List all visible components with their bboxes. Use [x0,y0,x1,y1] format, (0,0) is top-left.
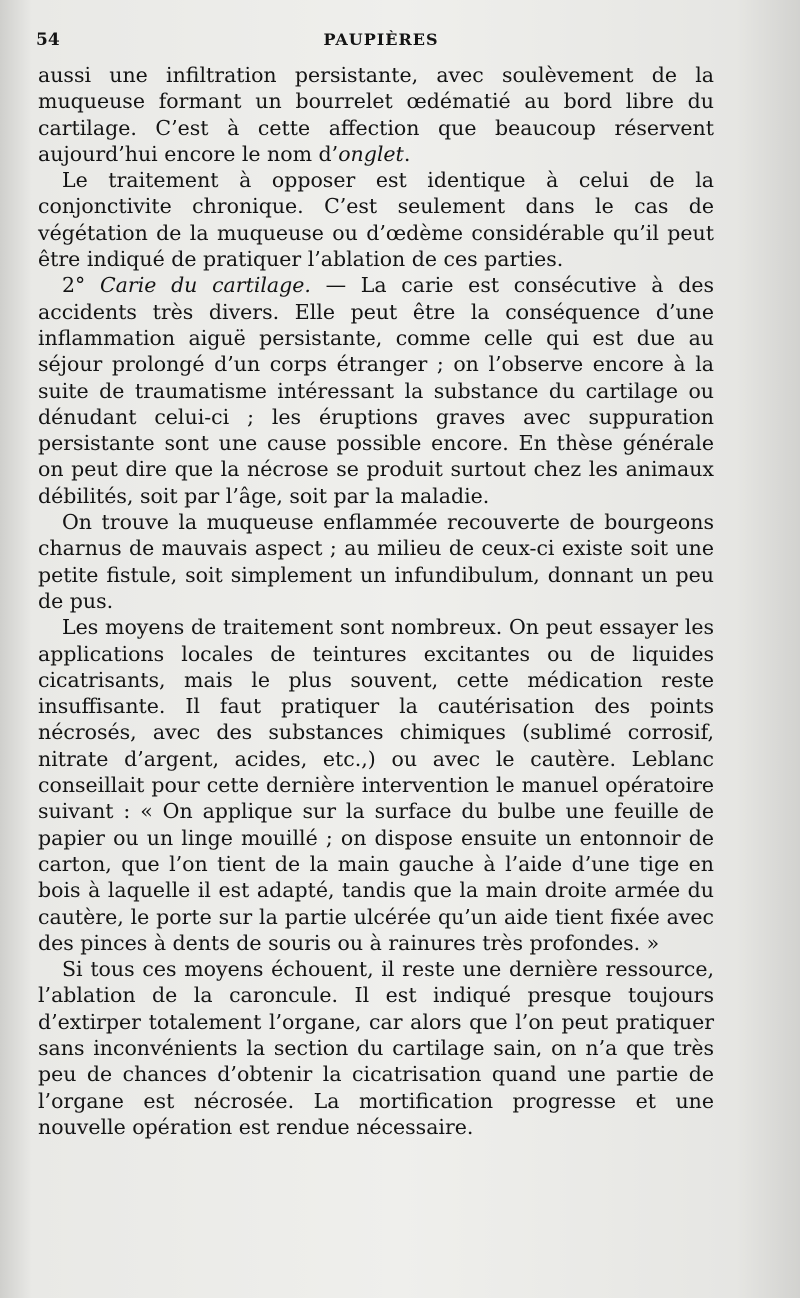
paragraph-text: On trouve la muqueuse enflammée recouverte de bourgeons charnus de mauvais aspect ; au milieu de ceux-ci existe soit une petite fistule, soit simplement un infundibulum, donnant un peu de pus. [38,510,714,613]
paragraph-text: — La carie est consécutive à des accidents très divers. Elle peut être la conséquence d’une inflammation aiguë persistante, comme celle qui est due au séjour prolongé d’un corps étranger ; on l’observe encore à la suite de traumatisme intéressant la substance du cartilage ou dénudant celui-ci ; les éruptions graves avec suppuration persistante sont une cause possible encore. En thèse générale on peut dire que la nécrose se produit surtout chez les animaux débilités, soit par l’âge, soit par la maladie. [38,273,714,508]
paragraph-text: Les moyens de traitement sont nombreux. On peut essayer les applications locales de teintures excitantes ou de liquides cicatrisants, mais le plus souvent, cette médication reste insuffisante. Il faut pratiquer la cautérisation des points nécrosés, avec des substances chimiques (sublimé corrosif, nitrate d’argent, acides, etc.,) ou avec le cautère. Leblanc conseillait pour cette dernière intervention le manuel opératoire suivant : « On applique sur la surface du bulbe une feuille de papier ou un linge mouillé ; on dispose ensuite un entonnoir de carton, que l’on tient de la main gauche à l’aide d’une tige en bois à laquelle il est adapté, tandis que la main droite armée du cautère, le porte sur la partie ulcérée qu’un aide tient fixée avec des pinces à dents de souris ou à rainures très profondes. » [38,615,714,955]
body-text [38,62,714,1140]
section-heading: Carie du cartilage. [99,273,311,298]
paragraph-text: aussi une infiltration persistante, avec soulèvement de la muqueuse formant un bourrelet œdématié au bord libre du cartilage. C’est à cette affection que beaucoup réservent aujourd’hui encore le nom d’ [38,63,714,166]
paragraph [38,614,714,956]
paragraph-section [38,272,714,509]
running-title: PAUPIÈRES [323,30,439,49]
paragraph [38,956,714,1140]
paragraph [38,167,714,272]
page-number: 54 [36,30,60,50]
italic-term: onglet [338,141,404,166]
paragraph-text: Si tous ces moyens échouent, il reste une dernière ressource, l’ablation de la caroncule. Il est indiqué presque toujours d’extirper totalement l’organe, car alors que l’on peut pratiquer sans inconvénients la section du cartilage sain, on n’a que très peu de chances d’obtenir la cicatrisation quand une partie de l’organe est nécrosée. La mortification progresse et une nouvelle opération est rendue nécessaire. [38,957,714,1139]
page-header [36,30,726,60]
paragraph [38,509,714,614]
paragraph-continuation [38,62,714,167]
paragraph-text: Le traitement à opposer est identique à celui de la conjonctivite chronique. C’est seulement dans le cas de végétation de la muqueuse ou d’œdème considérable qu’il peut être indiqué de pratiquer l’ablation de ces parties. [38,168,714,272]
paragraph-text-end: . [403,141,411,166]
section-number: 2° [62,273,100,298]
